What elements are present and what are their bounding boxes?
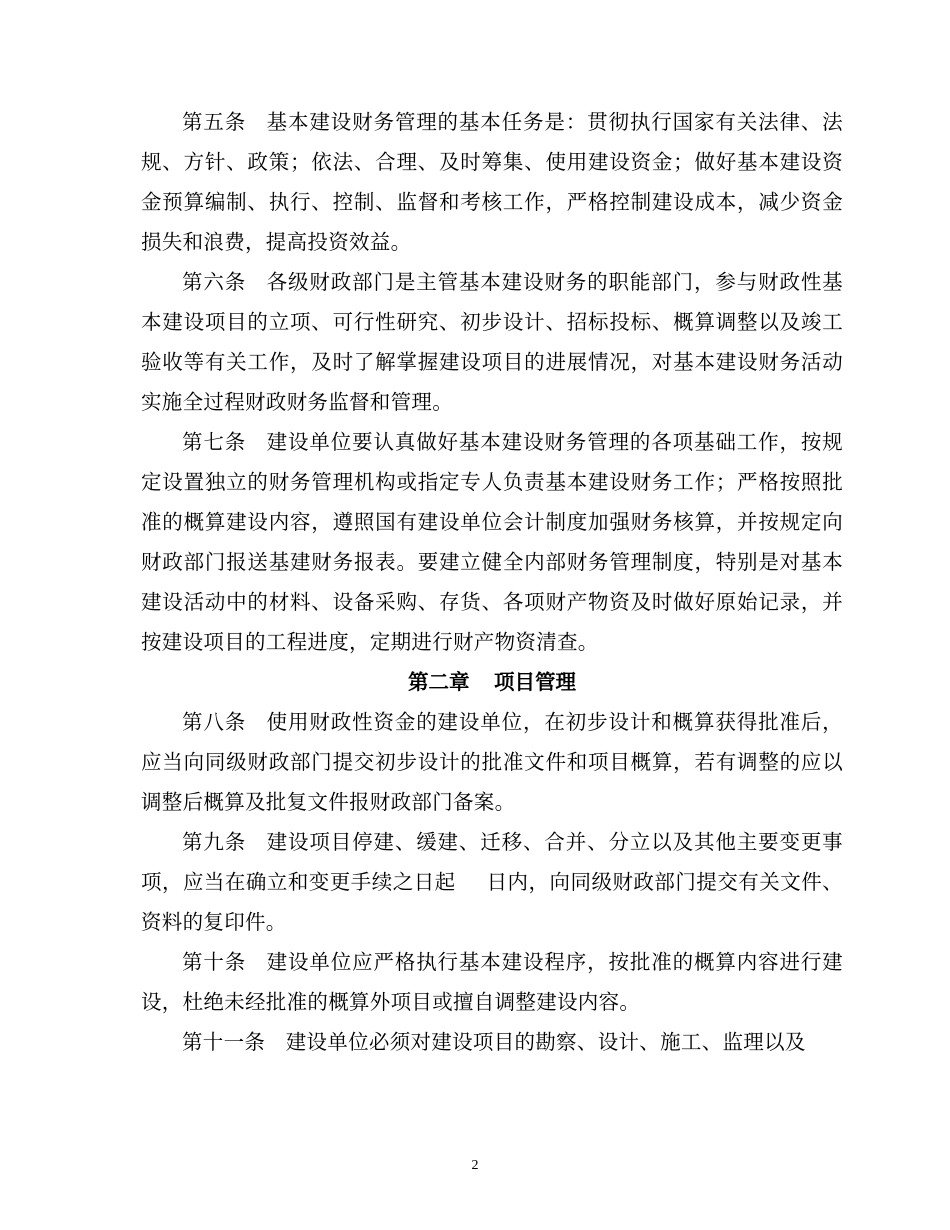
article-6 [141, 262, 843, 422]
article-number: 第六条 [182, 270, 247, 294]
article-number: 第十一条 [182, 1030, 266, 1054]
article-7 [141, 422, 843, 662]
article-text: 基本建设财务管理的基本任务是：贯彻执行国家有关法律、法规、方针、政策；依法、合理、及时筹集、使用建设资金；做好基本建设资金预算编制、执行、控制、监督和考核工作，严格控制建设成本，减少资金损失和浪费，提高投资效益。 [141, 110, 843, 254]
document-page [141, 102, 843, 1062]
article-9 [141, 822, 843, 942]
article-text-after-blank: 日内，向同级财政部门提交有关文件、资料的复印件。 [141, 870, 844, 934]
article-text: 各级财政部门是主管基本建设财务的职能部门，参与财政性基本建设项目的立项、可行性研究、初步设计、招标投标、概算调整以及竣工验收等有关工作，及时了解掌握建设项目的进展情况，对基本建设财务活动实施全过程财政财务监督和管理。 [141, 270, 843, 414]
article-5 [141, 102, 843, 262]
article-text-before-blank: 建设项目停建、缓建、迁移、合并、分立以及其他主要变更事项，应当在确立和变更手续之日起 [141, 830, 843, 894]
page-number: 2 [471, 1158, 479, 1173]
chapter-number: 第二章 [407, 670, 470, 694]
article-8 [141, 702, 843, 822]
article-number: 第九条 [182, 830, 247, 854]
article-text: 建设单位应严格执行基本建设程序，按批准的概算内容进行建设，杜绝未经批准的概算外项目或擅自调整建设内容。 [141, 950, 843, 1014]
chapter-title: 项目管理 [494, 670, 577, 694]
article-text: 建设单位必须对建设项目的勘察、设计、施工、监理以及 [285, 1030, 806, 1054]
article-text: 建设单位要认真做好基本建设财务管理的各项基础工作，按规定设置独立的财务管理机构或指定专人负责基本建设财务工作；严格按照批准的概算建设内容，遵照国有建设单位会计制度加强财务核算，并按规定向财政部门报送基建财务报表。要建立健全内部财务管理制度，特别是对基本建设活动中的材料、设备采购、存货、各项财产物资及时做好原始记录，并按建设项目的工程进度，定期进行财产物资清查。 [141, 430, 843, 654]
article-10 [141, 942, 843, 1022]
article-number: 第七条 [182, 430, 247, 454]
article-number: 第八条 [182, 710, 247, 734]
article-11 [141, 1022, 843, 1062]
article-text: 使用财政性资金的建设单位，在初步设计和概算获得批准后，应当向同级财政部门提交初步设计的批准文件和项目概算，若有调整的应以调整后概算及批复文件报财政部门备案。 [141, 710, 843, 814]
chapter-heading [141, 662, 843, 702]
article-number: 第十条 [182, 950, 247, 974]
article-number: 第五条 [182, 110, 247, 134]
